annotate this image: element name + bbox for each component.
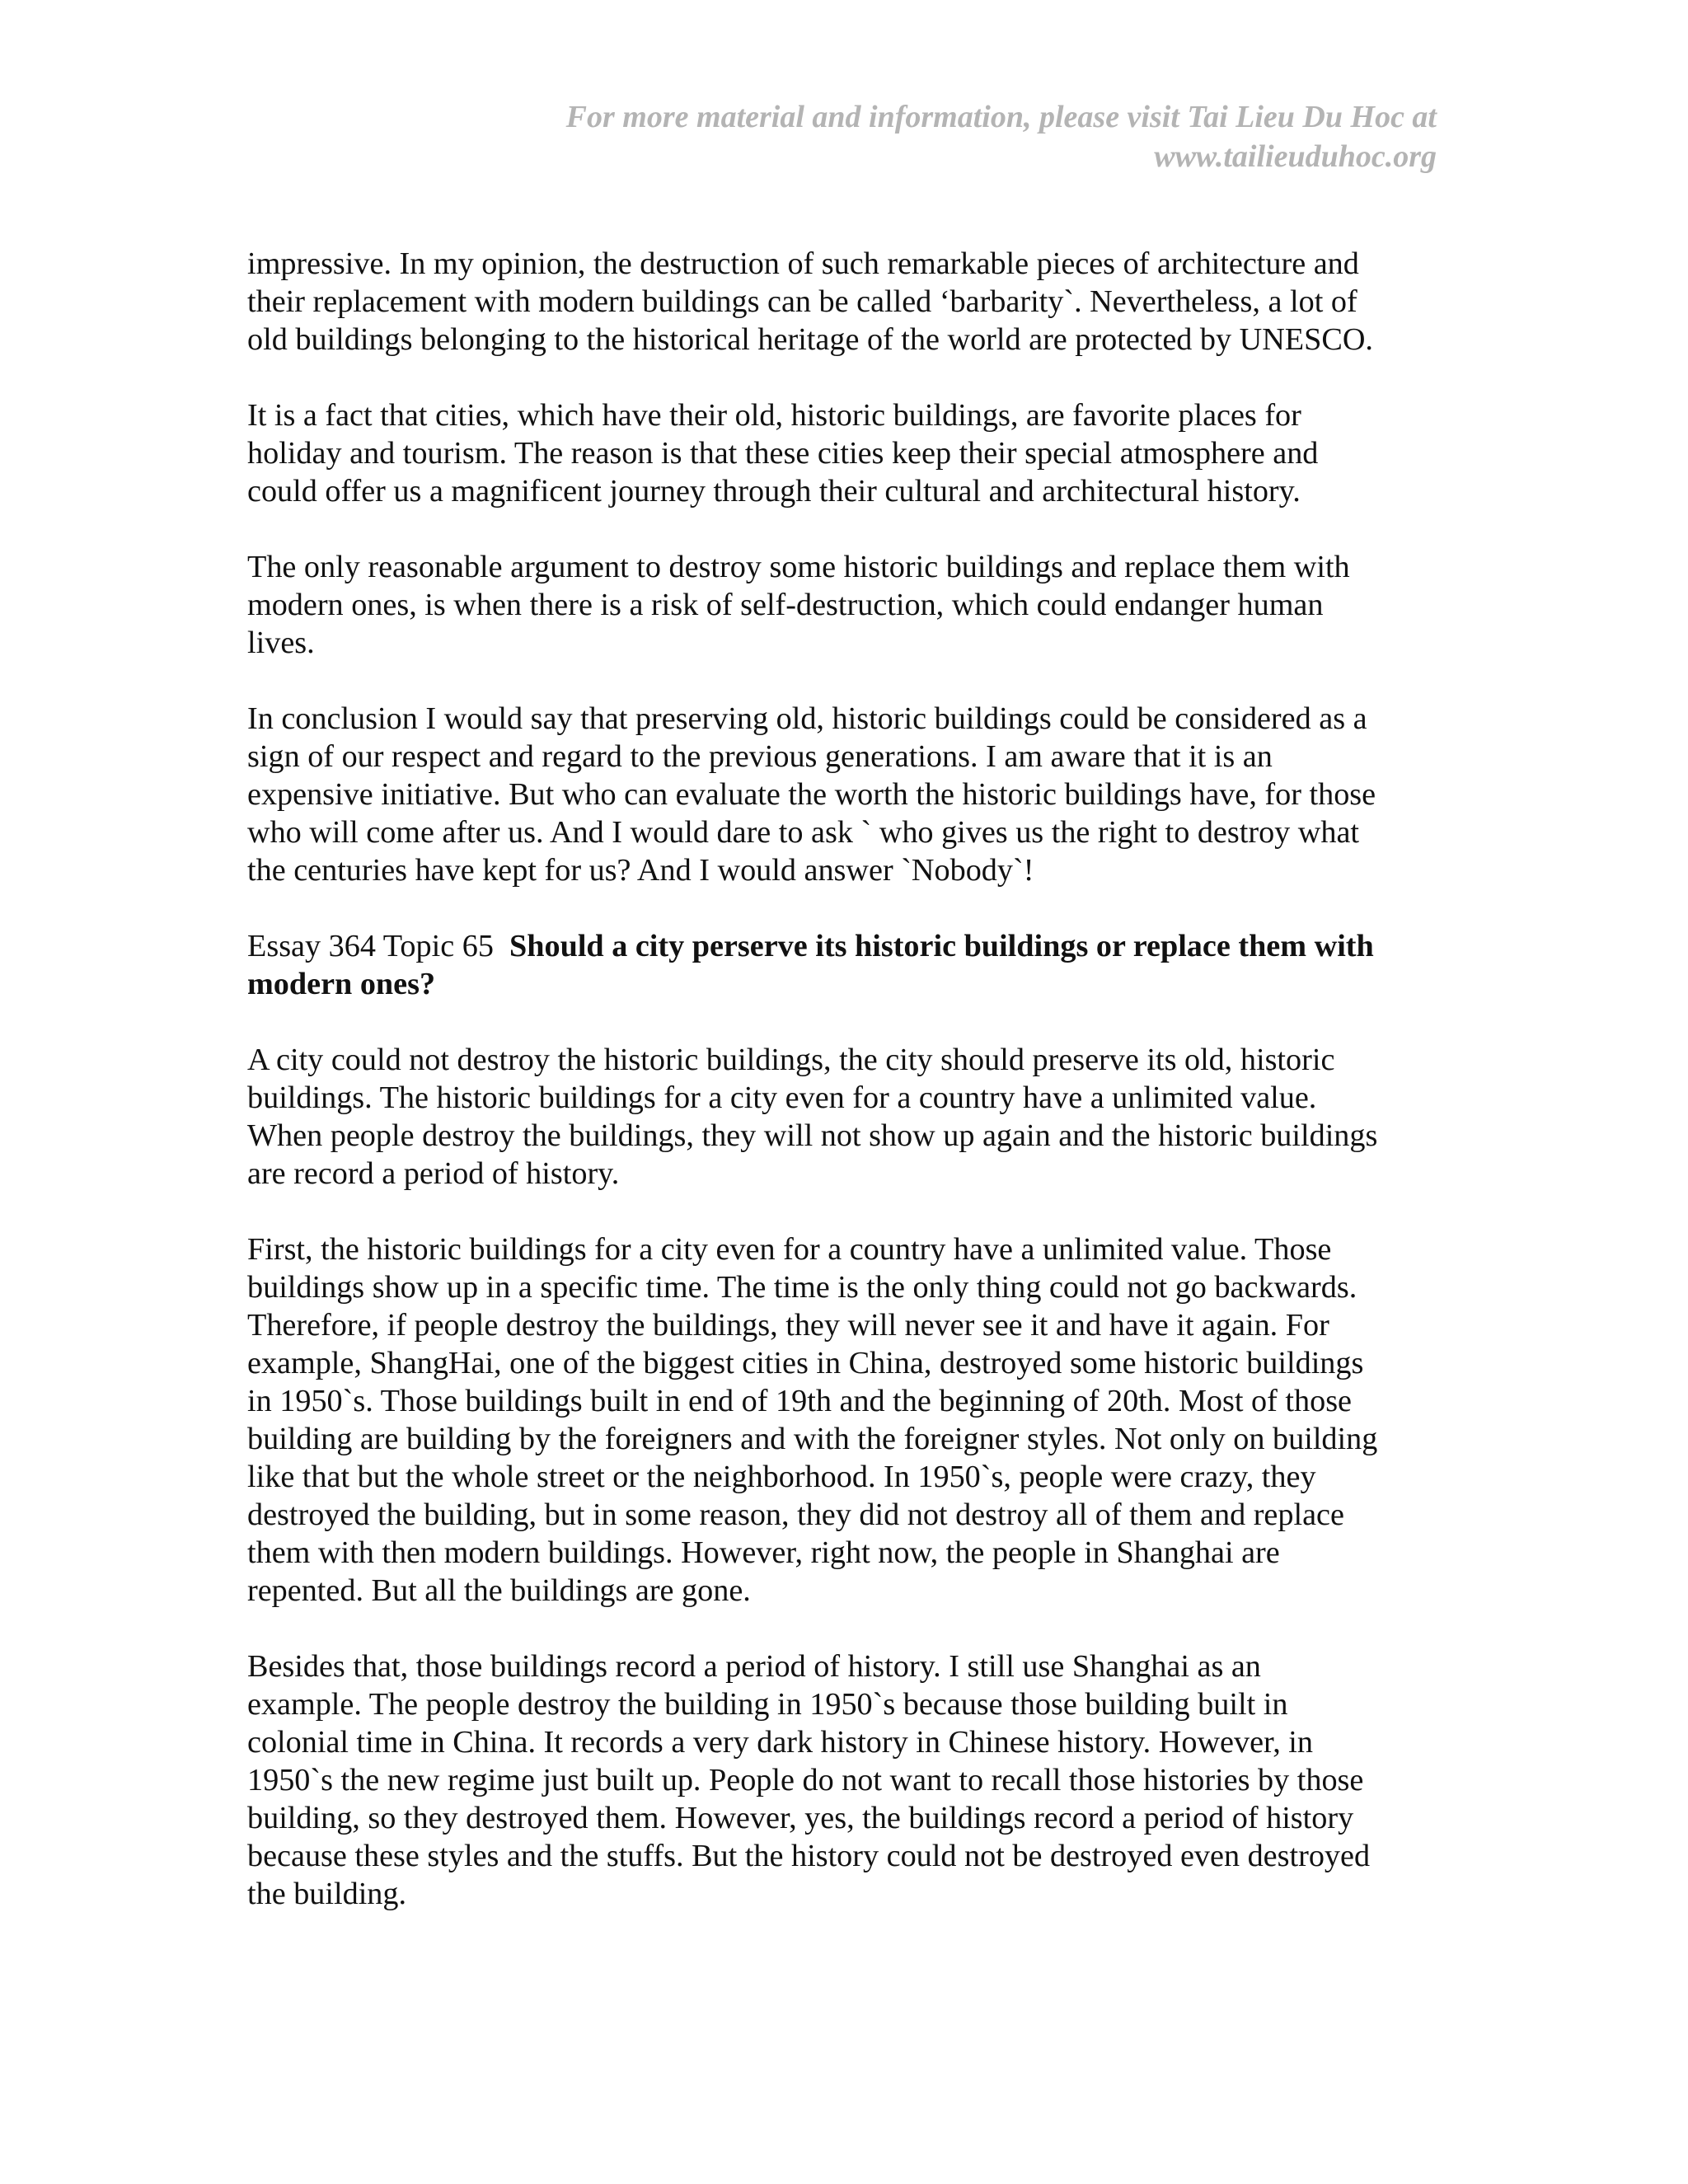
text-line: The only reasonable argument to destroy some historic buildings and replace them with	[247, 550, 1350, 584]
text-line: buildings. The historic buildings for a city even for a country have a unlimited value.	[247, 1080, 1317, 1115]
text-line: 1950`s the new regime just built up. People do not want to recall those histories by those	[247, 1763, 1364, 1797]
text-line: building, so they destroyed them. However, yes, the buildings record a period of history	[247, 1801, 1354, 1835]
paragraph-2	[247, 396, 1451, 510]
text-line: lives.	[247, 626, 315, 660]
text-line: their replacement with modern buildings can be called ‘barbarity`. Nevertheless, a lot of	[247, 284, 1357, 319]
page-header	[365, 97, 1437, 176]
text-line: First, the historic buildings for a city even for a country have a unlimited value. Those	[247, 1232, 1332, 1267]
text-line: example. The people destroy the building in 1950`s because those building built in	[247, 1687, 1288, 1722]
text-line: modern ones, is when there is a risk of self-destruction, which could endanger human	[247, 588, 1324, 622]
paragraph-3	[247, 548, 1451, 662]
essay-label: Essay 364 Topic 65	[247, 929, 510, 963]
text-line: who will come after us. And I would dare to ask ` who gives us the right to destroy what	[247, 815, 1360, 850]
text-line: old buildings belonging to the historical heritage of the world are protected by UNESCO.	[247, 322, 1373, 357]
text-line: When people destroy the buildings, they will not show up again and the historic buildings	[247, 1118, 1378, 1153]
text-line: Therefore, if people destroy the buildings, they will never see it and have it again. For	[247, 1308, 1329, 1343]
text-line: in 1950`s. Those buildings built in end of 19th and the beginning of 20th. Most of those	[247, 1384, 1353, 1418]
header-line-1: For more material and information, please visit Tai Lieu Du Hoc at	[565, 100, 1437, 134]
document-body	[247, 245, 1451, 1951]
text-line: impressive. In my opinion, the destruction of such remarkable pieces of architecture and	[247, 246, 1359, 281]
text-line: holiday and tourism. The reason is that these cities keep their special atmosphere and	[247, 436, 1319, 471]
text-line: could offer us a magnificent journey through their cultural and architectural history.	[247, 474, 1301, 509]
text-line: buildings show up in a specific time. The time is the only thing could not go backwards.	[247, 1270, 1357, 1305]
essay-paragraph-2	[247, 1230, 1451, 1610]
essay-heading	[247, 927, 1451, 1003]
text-line: A city could not destroy the historic buildings, the city should preserve its old, historic	[247, 1043, 1335, 1077]
text-line: example, ShangHai, one of the biggest cities in China, destroyed some historic buildings	[247, 1346, 1364, 1380]
text-line: destroyed the building, but in some reason, they did not destroy all of them and replace	[247, 1497, 1344, 1532]
text-line: It is a fact that cities, which have their old, historic buildings, are favorite places for	[247, 398, 1301, 433]
text-line: Besides that, those buildings record a period of history. I still use Shanghai as an	[247, 1649, 1261, 1684]
text-line: are record a period of history.	[247, 1156, 620, 1191]
text-line: expensive initiative. But who can evaluate the worth the historic buildings have, for those	[247, 777, 1376, 812]
paragraph-1	[247, 245, 1451, 359]
paragraph-4	[247, 700, 1451, 889]
header-url: www.tailieuduhoc.org	[1154, 139, 1437, 174]
essay-paragraph-1	[247, 1041, 1451, 1193]
essay-paragraph-3	[247, 1647, 1451, 1913]
text-line: building are building by the foreigners and with the foreigner styles. Not only on building	[247, 1422, 1378, 1456]
text-line: like that but the whole street or the neighborhood. In 1950`s, people were crazy, they	[247, 1460, 1316, 1494]
text-line: In conclusion I would say that preserving old, historic buildings could be considered as a	[247, 701, 1367, 736]
text-line: because these styles and the stuffs. But the history could not be destroyed even destroyed	[247, 1839, 1371, 1873]
essay-heading-line-1	[247, 927, 1451, 965]
essay-title-continued: modern ones?	[247, 967, 436, 1001]
text-line: sign of our respect and regard to the previous generations. I am aware that it is an	[247, 739, 1273, 774]
text-line: the building.	[247, 1877, 407, 1911]
text-line: colonial time in China. It records a very dark history in Chinese history. However, in	[247, 1725, 1314, 1760]
text-line: them with then modern buildings. However, right now, the people in Shanghai are	[247, 1535, 1280, 1570]
text-line: the centuries have kept for us? And I would answer `Nobody`!	[247, 853, 1034, 888]
text-line: repented. But all the buildings are gone.	[247, 1573, 751, 1608]
essay-title: Should a city perserve its historic buildings or replace them with	[509, 929, 1374, 963]
